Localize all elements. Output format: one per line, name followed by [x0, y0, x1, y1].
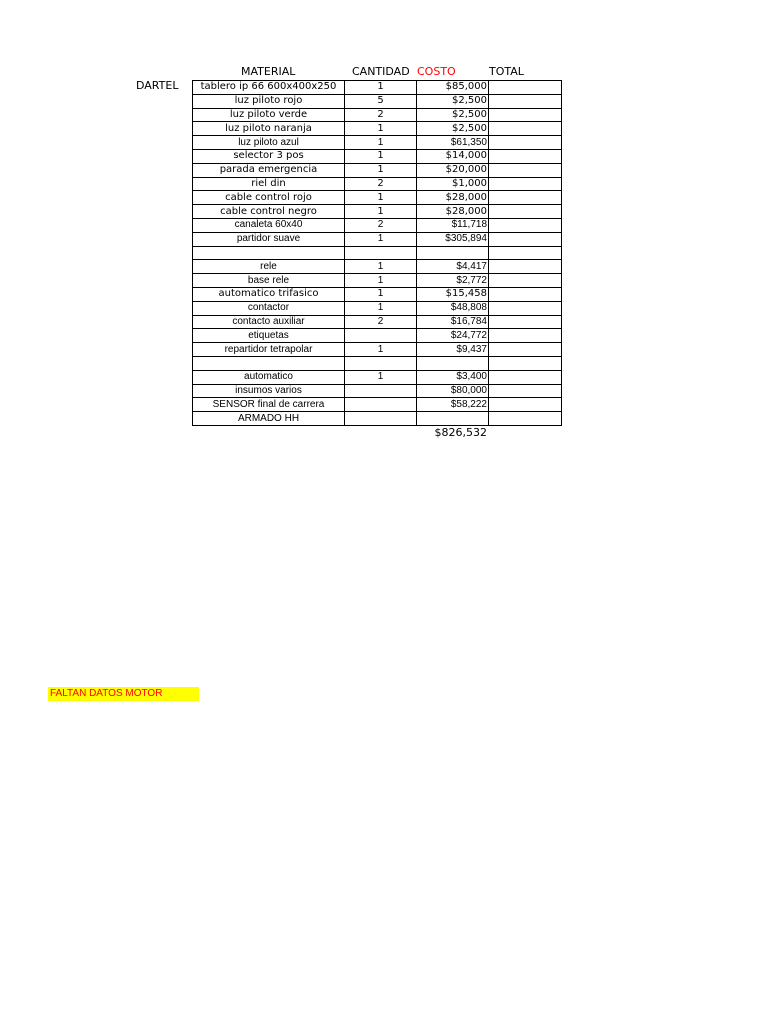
cell-cantidad[interactable]: 1 [345, 287, 417, 301]
cell-costo[interactable]: $20,000 [417, 163, 489, 177]
cell-cantidad[interactable] [345, 356, 417, 370]
table-row [193, 232, 562, 246]
cell-cantidad[interactable]: 1 [345, 205, 417, 219]
grand-total: $826,532 [434, 426, 487, 439]
cell-total[interactable] [489, 260, 562, 274]
table-row [193, 94, 562, 108]
table-row [193, 163, 562, 177]
cell-material[interactable]: luz piloto verde [193, 108, 345, 122]
cell-total[interactable] [489, 81, 562, 95]
cell-costo[interactable]: $80,000 [417, 384, 489, 398]
materials-table [192, 80, 562, 426]
cell-cantidad[interactable]: 1 [345, 136, 417, 150]
table-row [193, 218, 562, 232]
header-material: MATERIAL [241, 65, 296, 78]
cell-material[interactable]: selector 3 pos [193, 149, 345, 163]
cell-material[interactable]: luz piloto azul [193, 136, 345, 150]
cell-material[interactable]: cable control negro [193, 205, 345, 219]
cell-total[interactable] [489, 329, 562, 343]
cell-costo[interactable]: $4,417 [417, 260, 489, 274]
cell-material[interactable] [193, 356, 345, 370]
cell-costo[interactable]: $28,000 [417, 191, 489, 205]
cell-costo[interactable] [417, 246, 489, 260]
cell-material[interactable]: contacto auxiliar [193, 315, 345, 329]
cell-material[interactable]: luz piloto rojo [193, 94, 345, 108]
cell-total[interactable] [489, 343, 562, 357]
cell-material[interactable]: riel din [193, 177, 345, 191]
cell-material[interactable]: partidor suave [193, 232, 345, 246]
cell-material[interactable]: base rele [193, 274, 345, 288]
supplier-label: DARTEL [136, 79, 179, 92]
cell-costo[interactable]: $14,000 [417, 149, 489, 163]
cell-cantidad[interactable]: 1 [345, 81, 417, 95]
table-row [193, 177, 562, 191]
table-row [193, 398, 562, 412]
cell-cantidad[interactable]: 1 [345, 191, 417, 205]
cell-cantidad[interactable] [345, 246, 417, 260]
cell-total[interactable] [489, 191, 562, 205]
cell-material[interactable]: repartidor tetrapolar [193, 343, 345, 357]
cell-costo[interactable]: $1,000 [417, 177, 489, 191]
header-costo: COSTO [417, 65, 456, 78]
cell-cantidad[interactable]: 2 [345, 218, 417, 232]
cell-material[interactable]: parada emergencia [193, 163, 345, 177]
cell-material[interactable]: canaleta 60x40 [193, 218, 345, 232]
cell-cantidad[interactable]: 1 [345, 370, 417, 384]
table-row [193, 246, 562, 260]
cell-costo[interactable]: $2,500 [417, 122, 489, 136]
cell-costo[interactable]: $11,718 [417, 218, 489, 232]
cell-costo[interactable]: $3,400 [417, 370, 489, 384]
cell-cantidad[interactable]: 1 [345, 301, 417, 315]
cell-total[interactable] [489, 108, 562, 122]
cell-material[interactable]: insumos varios [193, 384, 345, 398]
cell-total[interactable] [489, 398, 562, 412]
table-row [193, 205, 562, 219]
table-row [193, 384, 562, 398]
cell-cantidad[interactable]: 1 [345, 260, 417, 274]
table-row [193, 122, 562, 136]
cell-cantidad[interactable]: 1 [345, 122, 417, 136]
cell-material[interactable]: automatico [193, 370, 345, 384]
table-row [193, 274, 562, 288]
cell-cantidad[interactable] [345, 329, 417, 343]
table-row [193, 81, 562, 95]
cell-total[interactable] [489, 315, 562, 329]
cell-material[interactable]: ARMADO HH [193, 412, 345, 426]
cell-costo[interactable] [417, 412, 489, 426]
cell-total[interactable] [489, 218, 562, 232]
cell-costo[interactable]: $305,894 [417, 232, 489, 246]
cell-costo[interactable] [417, 356, 489, 370]
cell-total[interactable] [489, 163, 562, 177]
table-row [193, 412, 562, 426]
cell-cantidad[interactable]: 2 [345, 108, 417, 122]
cell-material[interactable]: cable control rojo [193, 191, 345, 205]
cell-cantidad[interactable]: 1 [345, 343, 417, 357]
cell-total[interactable] [489, 356, 562, 370]
cell-total[interactable] [489, 246, 562, 260]
cell-costo[interactable]: $24,772 [417, 329, 489, 343]
cell-total[interactable] [489, 412, 562, 426]
cell-costo[interactable]: $16,784 [417, 315, 489, 329]
cell-costo[interactable]: $2,500 [417, 94, 489, 108]
table-row [193, 301, 562, 315]
cell-total[interactable] [489, 301, 562, 315]
cell-material[interactable]: contactor [193, 301, 345, 315]
cell-cantidad[interactable] [345, 412, 417, 426]
table-row [193, 149, 562, 163]
table-row [193, 315, 562, 329]
cell-material[interactable]: automatico trifasico [193, 287, 345, 301]
cell-costo[interactable]: $28,000 [417, 205, 489, 219]
table-row [193, 329, 562, 343]
cell-costo[interactable]: $48,808 [417, 301, 489, 315]
cell-total[interactable] [489, 274, 562, 288]
header-total: TOTAL [489, 65, 524, 78]
cell-total[interactable] [489, 122, 562, 136]
cell-cantidad[interactable] [345, 384, 417, 398]
table-row [193, 356, 562, 370]
cell-cantidad[interactable]: 2 [345, 315, 417, 329]
cell-material[interactable] [193, 246, 345, 260]
cell-material[interactable]: luz piloto naranja [193, 122, 345, 136]
cell-total[interactable] [489, 136, 562, 150]
cell-material[interactable]: tablero ip 66 600x400x250 [193, 81, 345, 95]
cell-material[interactable]: SENSOR final de carrera [193, 398, 345, 412]
table-row [193, 260, 562, 274]
cell-costo[interactable]: $58,222 [417, 398, 489, 412]
cell-total[interactable] [489, 370, 562, 384]
cell-costo[interactable]: $2,500 [417, 108, 489, 122]
cell-total[interactable] [489, 177, 562, 191]
table-row [193, 287, 562, 301]
cell-total[interactable] [489, 232, 562, 246]
cell-costo[interactable]: $2,772 [417, 274, 489, 288]
table-row [193, 191, 562, 205]
cell-total[interactable] [489, 94, 562, 108]
table-row [193, 108, 562, 122]
cell-total[interactable] [489, 287, 562, 301]
cell-cantidad[interactable]: 1 [345, 232, 417, 246]
cell-cantidad[interactable]: 5 [345, 94, 417, 108]
cell-total[interactable] [489, 149, 562, 163]
cell-costo[interactable]: $85,000 [417, 81, 489, 95]
cell-total[interactable] [489, 384, 562, 398]
cell-material[interactable]: rele [193, 260, 345, 274]
missing-data-note: FALTAN DATOS MOTOR [48, 687, 199, 701]
table-row [193, 370, 562, 384]
cell-cantidad[interactable]: 1 [345, 163, 417, 177]
cell-cantidad[interactable]: 2 [345, 177, 417, 191]
cell-costo[interactable]: $15,458 [417, 287, 489, 301]
cell-total[interactable] [489, 205, 562, 219]
cell-cantidad[interactable] [345, 398, 417, 412]
cell-cantidad[interactable]: 1 [345, 149, 417, 163]
cell-cantidad[interactable]: 1 [345, 274, 417, 288]
header-cantidad: CANTIDAD [352, 65, 410, 78]
cell-costo[interactable]: $9,437 [417, 343, 489, 357]
cell-costo[interactable]: $61,350 [417, 136, 489, 150]
table-row [193, 136, 562, 150]
table-row [193, 343, 562, 357]
cell-material[interactable]: etiquetas [193, 329, 345, 343]
